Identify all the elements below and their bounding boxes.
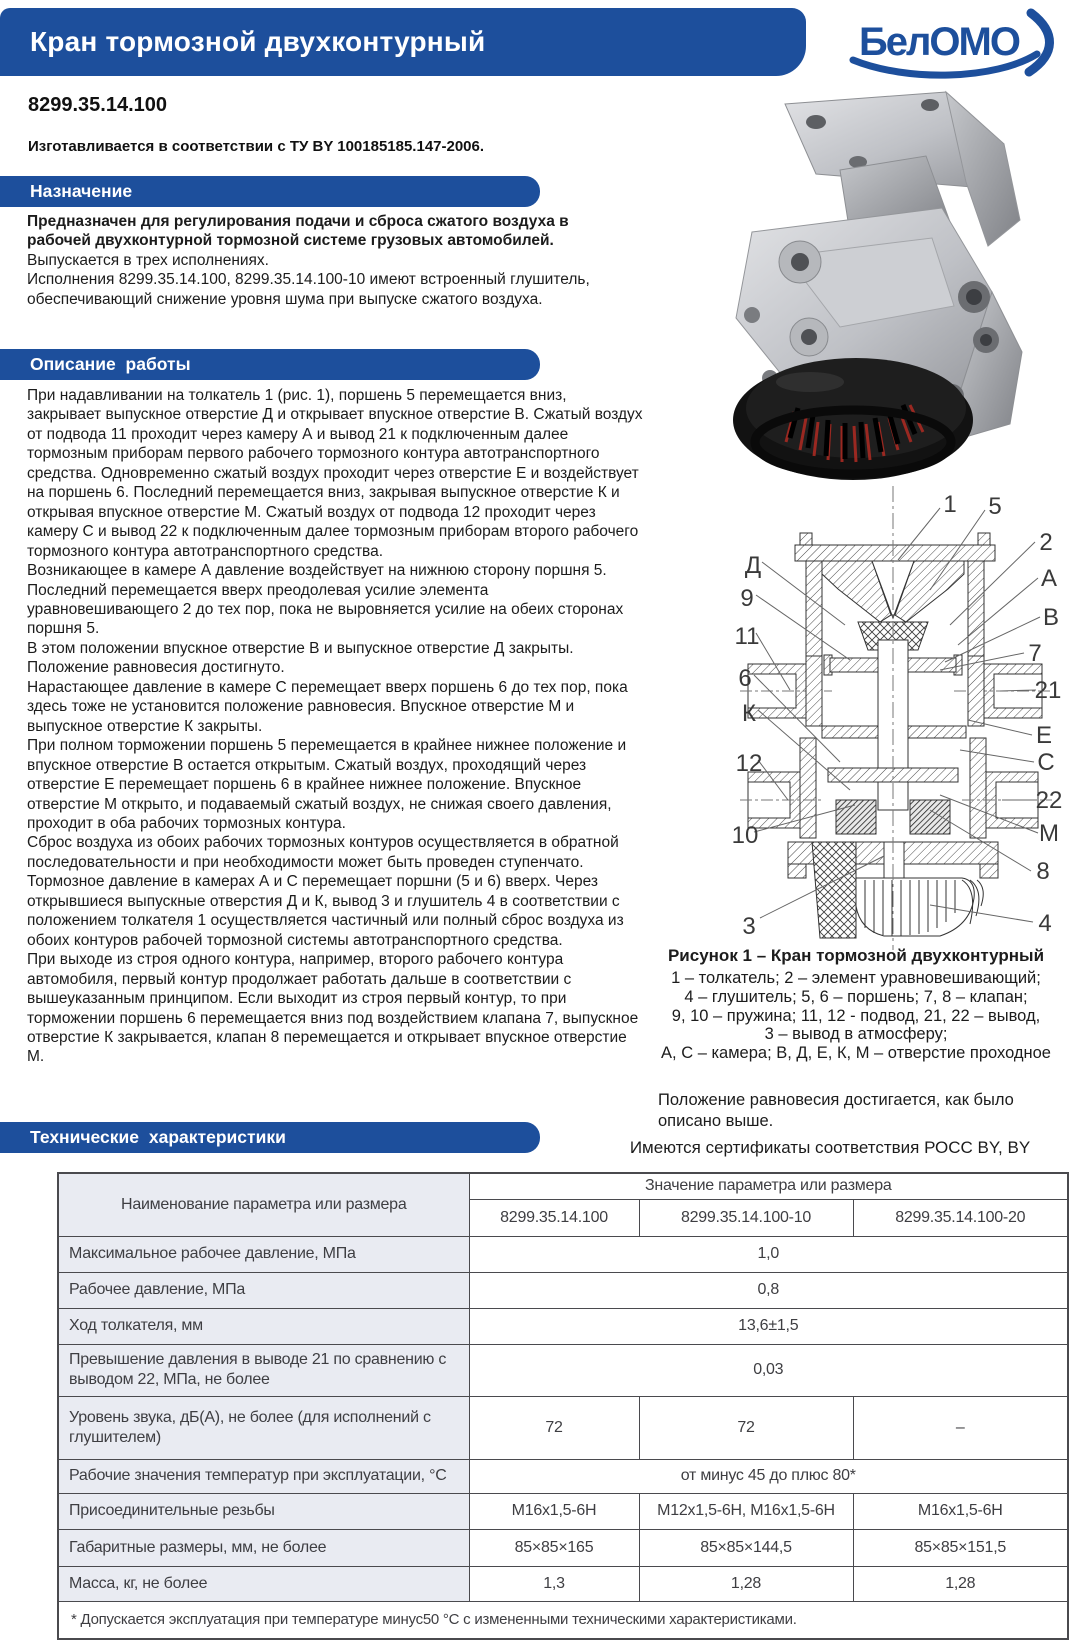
section-heading-specs [0, 1122, 540, 1153]
param-value-cell: 72 [639, 1396, 853, 1459]
param-name-cell: Превышение давления в выводе 21 по сравнению с выводом 22, МПа, не более [58, 1344, 469, 1396]
figure-caption-line: 1 – толкатель; 2 – элемент уравновешивающий; [671, 969, 1041, 987]
param-name-cell: Уровень звука, дБ(А), не более (для исполнений с глушителем) [58, 1396, 469, 1459]
specs-table [57, 1172, 1069, 1640]
product-photo [690, 90, 1025, 482]
purpose-text [27, 212, 605, 309]
operation-paragraph: При выходе из строя одного контура, например, второго рабочего контура автомобиля, первый контур продолжает работать дальше в соответствии с вышеуказанным принципом. Если выходит из строя первый контур, то при торможении поршень 6 перемещается вниз под воздействием клапана 7, выпускное отверстие К закрывается, клапан 8 перемещается и открывает впускное отверстие М. [27, 951, 639, 1066]
diagram-label: 6 [738, 665, 752, 692]
muffler-crosshatch [812, 842, 856, 938]
table-header-row [58, 1173, 1068, 1199]
operation-paragraph: При надавливании на толкатель 1 (рис. 1), поршень 5 перемещается вниз, закрывает выпускное отверстие Д и открывает впускное отверстие В. Сжатый воздух от подвода 11 проходит через камеру А и вывод 21 к подключенным далее тормозным приборам первого рабочего тормозного контура автотранспортного средства. Одновременно сжатый воздух проходит через отверстие Е и воздействует на поршень 6. Последний перемещается вниз, закрывая выпускное отверстие К и открывая впускное отверстие М. Сжатый воздух от подвода 12 проходит через камеру С и вывод 22 к подключенным далее тормозным приборам второго рабочего тормозного контура автотранспортного средства. [27, 387, 643, 560]
diagram-label: 3 [742, 913, 756, 940]
section-heading-purpose-label: Назначение [30, 181, 133, 201]
param-value-cell: М16х1,5-6Н [853, 1493, 1068, 1529]
param-header-cell: Наименование параметра или размера [58, 1173, 469, 1236]
diagram-label: 5 [988, 493, 1002, 520]
param-value-cell: 85×85×144,5 [639, 1529, 853, 1566]
diagram-label: 21 [1034, 677, 1062, 704]
operation-paragraph: Возникающее в камере А давление воздействует на нижнюю сторону поршня 5. Последний перемещается вверх преодолевая усилие элемента уравновешивающего 2 до тех пор, пока не выровняется усилие на обеих сторонах поршня 5. [27, 562, 624, 638]
model-column-header: 8299.35.14.100-10 [639, 1199, 853, 1236]
diagram-label: Д [744, 552, 762, 579]
diagram-label: 9 [740, 585, 754, 612]
table-row [58, 1459, 1068, 1493]
value-header-cell: Значение параметра или размера [469, 1173, 1068, 1199]
param-value-cell: М12х1,5-6Н, М16х1,5-6Н [639, 1493, 853, 1529]
equilibrium-note: Положение равновесия достигается, как было описано выше. [658, 1091, 1014, 1130]
figure-caption-line: А, С – камера; В, Д, Е, К, М – отверстие проходное [661, 1044, 1051, 1063]
section-heading-operation [0, 349, 540, 380]
diagram-label: В [1042, 604, 1060, 631]
belomo-logo [845, 6, 1057, 80]
table-footnote-row [58, 1601, 1068, 1639]
param-value-cell: 85×85×165 [469, 1529, 639, 1566]
diagram-label: С [1037, 749, 1055, 776]
operation-paragraph: При полном торможении поршень 5 перемещается в крайнее нижнее положение и впускное отверстие В остается открытым. Сжатый воздух, проходящий через отверстие Е перемещает поршень 6 в крайнее нижнее положение. Впускное отверстие М открыто, и подаваемый сжатый воздух, не снижая своего давления, проходит в оба рабочих тормозных контура. [27, 737, 627, 832]
diagram-label: 8 [1036, 858, 1050, 885]
table-row [58, 1236, 1068, 1272]
valve-section-drawing [740, 486, 1055, 950]
diagram-label: М [1039, 820, 1059, 847]
param-value-cell: 1,3 [469, 1566, 639, 1601]
param-value-cell: 72 [469, 1396, 639, 1459]
param-value-cell: 1,28 [853, 1566, 1068, 1601]
diagram-label: 10 [731, 822, 759, 849]
diagram-label: 1 [943, 491, 957, 518]
param-value-cell: 13,6±1,5 [469, 1308, 1068, 1344]
param-value-cell: 1,28 [639, 1566, 853, 1601]
section-heading-specs-label: Технические характеристики [30, 1127, 286, 1147]
param-value-cell: от минус 45 до плюс 80* [469, 1459, 1068, 1493]
header-bar [0, 8, 806, 76]
operation-paragraph: Сброс воздуха из обоих рабочих тормозных контуров осуществляется в обратной последовательности и при необходимости может быть проведен ступенчато. Тормозное давление в камерах А и С перемещает поршни (5 и 6) вверх. Через открывшиеся выпускные отверстия Д и К, вывод 3 и глушитель 4 в соответствии с положением толкателя 1 осуществляется частичный или полный сброс воздуха из обоих контуров рабочей тормозной системы автотранспортного средства. [27, 834, 624, 949]
certificates-note: Имеются сертификаты соответствия РОСС BY, BY [629, 1138, 1031, 1157]
diagram-label: 22 [1035, 787, 1063, 814]
operation-paragraph: Нарастающее давление в камере С перемещает вверх поршень 6 до тех пор, пока здесь тоже не установится положение равновесия. Впускное отверстие М и выпускное отверстие К закрыты. [27, 678, 628, 735]
diagram-label: 12 [735, 750, 763, 777]
diagram-label: А [1040, 565, 1058, 592]
param-name-cell: Масса, кг, не более [58, 1566, 469, 1601]
diagram-label: 2 [1039, 529, 1053, 556]
diagram-label: Е [1035, 722, 1053, 749]
figure-caption-line: 3 – вывод в атмосферу; [764, 1025, 948, 1044]
param-name-cell: Рабочее давление, МПа [58, 1272, 469, 1308]
param-name-cell: Ход толкателя, мм [58, 1308, 469, 1344]
figure-caption [640, 946, 1072, 1063]
param-value-cell: М16х1,5-6Н [469, 1493, 639, 1529]
param-value-cell: 0,8 [469, 1272, 1068, 1308]
model-column-header: 8299.35.14.100 [469, 1199, 639, 1236]
diagram-label: 4 [1038, 910, 1052, 937]
cross-section-diagram [695, 478, 1085, 950]
purpose-lead: Предназначен для регулирования подачи и сброса сжатого воздуха в рабочей двухконтурной тормозной системе грузовых автомобилей. [27, 213, 569, 250]
model-number: 8299.35.14.100 [28, 94, 168, 116]
purpose-line: Исполнения 8299.35.14.100, 8299.35.14.100-10 имеют встроенный глушитель, обеспечивающий снижение уровня шума при выпуске сжатого воздуха. [27, 271, 590, 308]
param-name-cell: Рабочие значения температур при эксплуатации, °С [58, 1459, 469, 1493]
figure-caption-line: 4 – глушитель; 5, 6 – поршень; 7, 8 – клапан; [684, 987, 1028, 1006]
param-value-cell: – [853, 1396, 1068, 1459]
diagram-label: 11 [734, 623, 760, 650]
param-value-cell: 85×85×151,5 [853, 1529, 1068, 1566]
table-row [58, 1529, 1068, 1566]
figure-caption-line: 9, 10 – пружина; 11, 12 - подвод, 21, 22 – вывод, [671, 1006, 1041, 1025]
logo-text: БелОМО [859, 20, 1019, 64]
table-row [58, 1396, 1068, 1459]
section-heading-purpose [0, 176, 540, 207]
param-name-cell: Присоединительные резьбы [58, 1493, 469, 1529]
model-column-header: 8299.35.14.100-20 [853, 1199, 1068, 1236]
table-row [58, 1344, 1068, 1396]
tu-note: Изготавливается в соответствии с ТУ BY 100185185.147-2006. [28, 138, 485, 155]
param-value-cell: 1,0 [469, 1236, 1068, 1272]
purpose-line: Выпускается в трех исполнениях. [27, 251, 269, 269]
table-row [58, 1308, 1068, 1344]
table-row [58, 1272, 1068, 1308]
table-row [58, 1493, 1068, 1529]
operation-text [27, 386, 643, 1067]
table-row [58, 1566, 1068, 1601]
param-name-cell: Габаритные размеры, мм, не более [58, 1529, 469, 1566]
operation-paragraph: В этом положении впускное отверстие В и выпускное отверстие Д закрыты. Положение равновесия достигнуто. [27, 639, 574, 677]
param-name-cell: Максимальное рабочее давление, МПа [58, 1236, 469, 1272]
diagram-label: К [742, 700, 756, 727]
param-value-cell: 0,03 [469, 1344, 1068, 1396]
table-footnote: * Допускается эксплуатация при температуре минус50 °С с измененными техническими характеристиками. [58, 1601, 1068, 1639]
section-heading-operation-label: Описание работы [30, 354, 191, 374]
page-title: Кран тормозной двухконтурный [30, 26, 486, 57]
logo-paren [1029, 13, 1050, 72]
diagram-label: 7 [1028, 640, 1042, 667]
figure-caption-title: Рисунок 1 – Кран тормозной двухконтурный [667, 946, 1045, 965]
